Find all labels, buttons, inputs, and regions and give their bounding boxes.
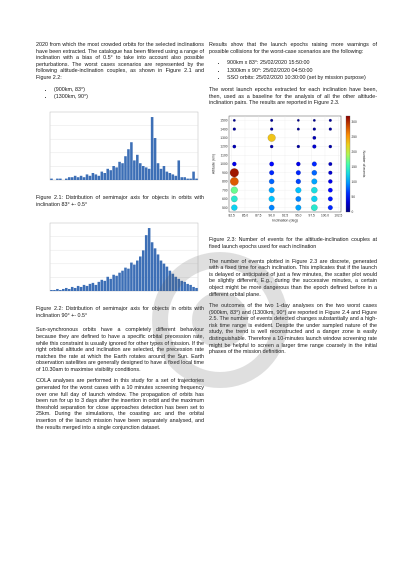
- histogram-bar: [148, 169, 151, 180]
- histogram-bar: [195, 178, 198, 179]
- histogram-bar: [80, 176, 83, 180]
- right-column: [209, 42, 377, 361]
- scatter-point: [270, 145, 273, 148]
- plot-area: [50, 112, 198, 180]
- histogram-bar: [142, 250, 145, 291]
- paragraph: The number of events plotted in Figure 2.3 are discrete, generated with a fixed time for each inclination. This implicates that if the launch is delayed or anticipated of just a few minutes, the scatter plot would be slightly different. E.g., during the successive minutes, a certain object might be more dangerous than the epoch defined before in a different orbital plane.: [209, 258, 377, 298]
- scatter-point: [297, 119, 299, 121]
- paragraph: 2020 from which the most crowded orbits for the selected inclinations have been extracted. The catalogue has been filtered using a range of inclination with a bias of 0.5° to take into account also possible perturbations. The worst cases scenarios are represented by the following altitude-inclination couples, as shown in Figure 2.1 and Figure 2.2:: [36, 42, 204, 81]
- y-tick-label: 800: [222, 179, 228, 184]
- scatter-point: [328, 171, 332, 175]
- histogram-bar: [133, 264, 136, 290]
- scatter-point: [311, 204, 317, 210]
- histogram-bar: [169, 173, 172, 180]
- scatter-point: [296, 170, 301, 175]
- histogram-bar: [166, 266, 169, 290]
- colorbar-tick-label: 250: [351, 134, 357, 139]
- scatter-point: [297, 145, 300, 148]
- histogram-bar: [136, 155, 139, 180]
- list-item: • SSO orbits: 25/02/2020 10:30:00 (set by mission purpose): [227, 75, 377, 82]
- histogram-bar: [157, 254, 160, 291]
- scatter-point: [268, 134, 276, 142]
- histogram-bar: [59, 178, 62, 179]
- histogram-bar: [59, 290, 62, 291]
- scatter-point: [231, 195, 237, 201]
- histogram-bar: [166, 171, 169, 179]
- histogram-bar: [65, 287, 68, 290]
- figure-caption: Figure 2.1: Distribution of semimajor axis for objects in orbits with inclination 83° +- 0.5°: [36, 195, 204, 208]
- scatter-point: [328, 205, 333, 210]
- y-tick-label: 900: [222, 170, 228, 175]
- left-column: [36, 42, 204, 436]
- scatter-point: [311, 187, 317, 193]
- scatter-point: [296, 179, 301, 184]
- histogram-bar: [77, 285, 80, 290]
- histogram-bar: [175, 276, 178, 290]
- histogram-bar: [183, 177, 186, 180]
- histogram-inclination-90: [36, 217, 204, 301]
- x-tick-label: 102.5: [334, 213, 343, 218]
- y-tick-label: 700: [222, 188, 228, 193]
- y-tick-label: 1000: [220, 161, 228, 166]
- histogram-bar: [124, 267, 127, 290]
- scatter-point: [269, 187, 275, 193]
- histogram-bar: [121, 270, 124, 290]
- histogram-bar: [118, 162, 121, 180]
- scatter-point: [269, 205, 274, 210]
- histogram-bar: [163, 263, 166, 290]
- histogram-bar: [186, 283, 189, 290]
- y-tick-label: 1200: [220, 144, 228, 149]
- histogram-bar: [115, 275, 118, 290]
- colorbar-tick-label: 300: [351, 119, 357, 124]
- scatter-point: [295, 187, 301, 193]
- histogram-bar: [98, 281, 101, 290]
- histogram-bar: [136, 260, 139, 290]
- x-tick-label: 90.0: [268, 213, 275, 218]
- histogram-bar: [56, 178, 59, 179]
- figure-caption: Figure 2.3: Number of events for the altitude-inclination couples at fixed launch epochs used for each inclination: [209, 237, 377, 250]
- histogram-bar: [95, 284, 98, 290]
- histogram-bar: [98, 176, 101, 180]
- histogram-bar: [112, 274, 115, 290]
- histogram-bar: [142, 166, 145, 180]
- histogram-bar: [154, 138, 157, 180]
- histogram-inclination-83: [36, 106, 204, 190]
- scatter-point: [269, 179, 274, 184]
- histogram-bar: [133, 160, 136, 180]
- histogram-bar: [77, 177, 80, 180]
- colorbar-tick-label: 150: [351, 164, 357, 169]
- y-tick-label: 500: [222, 205, 228, 210]
- histogram-bar: [80, 286, 83, 290]
- x-tick-label: 100.0: [321, 213, 329, 218]
- x-tick-label: 95.0: [295, 213, 302, 218]
- x-axis-label: Inclination (deg): [272, 218, 298, 223]
- histogram-bar: [180, 280, 183, 290]
- histogram-bar: [175, 176, 178, 180]
- scatter-point: [230, 168, 239, 177]
- histogram-bar: [139, 256, 142, 291]
- x-tick-label: 92.5: [281, 213, 289, 218]
- histogram-bar: [160, 169, 163, 180]
- colorbar: [346, 116, 350, 212]
- histogram-bar: [56, 289, 59, 291]
- histogram-bar: [83, 284, 86, 290]
- histogram-bar: [145, 235, 148, 291]
- histogram-bar: [177, 278, 180, 290]
- scatter-altitude-inclination: [209, 112, 377, 232]
- histogram-bar: [92, 173, 95, 180]
- scatter-point: [312, 161, 317, 166]
- scatter-point: [329, 127, 332, 130]
- histogram-bar: [172, 174, 175, 180]
- histogram-bar: [95, 174, 98, 180]
- scatter-point: [231, 204, 237, 210]
- scatter-point: [296, 196, 301, 201]
- histogram-bar: [109, 170, 112, 180]
- paragraph: Results show that the launch epochs raising more warnings of possible collisions for the worst-case scenarios are the following:: [209, 42, 377, 55]
- list-item: • 1300km x 90°: 25/02/2020 04:50:00: [227, 68, 377, 75]
- histogram-bar: [86, 174, 89, 180]
- histogram-bar: [65, 178, 68, 179]
- scatter-point: [313, 136, 316, 139]
- histogram-bar: [157, 163, 160, 180]
- scatter-point: [233, 145, 236, 148]
- histogram-bar: [71, 286, 74, 290]
- histogram-bar: [89, 176, 92, 180]
- scatter-point: [329, 162, 333, 166]
- figure-2-2: [36, 217, 204, 304]
- histogram-bar: [172, 273, 175, 290]
- histogram-bar: [169, 270, 172, 290]
- histogram-bar: [101, 171, 104, 179]
- histogram-bar: [112, 166, 115, 180]
- paragraph: Sun-synchronous orbits have a completely different behaviour because they are defined to have a specific orbital precession rate, while this constraint is usually ignored for other types of mission. If the right orbital altitude and inclination are selected, the precession rate matches the rate at which the Earth rotates around the Sun. Earth observation satellites are generally designed to have a fixed local time of 10.30am to maximise visibility conditions.: [36, 327, 204, 373]
- paragraph: The worst launch epochs extracted for each inclination have been, then, used as a baseline for the analysis of all the other altitude-inclination pairs. The results are reported in Figure 2.3.: [209, 86, 377, 107]
- x-tick-label: 87.5: [255, 213, 262, 218]
- histogram-bar: [130, 262, 133, 290]
- histogram-bar: [50, 178, 53, 179]
- histogram-bar: [154, 248, 157, 291]
- y-tick-label: 1500: [220, 118, 228, 123]
- scatter-point: [270, 119, 273, 122]
- launch-epochs-list: [209, 60, 377, 82]
- histogram-bar: [189, 284, 192, 290]
- histogram-bar: [183, 281, 186, 290]
- worst-case-list: [36, 87, 204, 101]
- scatter-point: [312, 144, 316, 148]
- scatter-point: [328, 179, 332, 183]
- colorbar-tick-label: 200: [351, 149, 357, 154]
- histogram-bar: [180, 177, 183, 180]
- scatter-point: [269, 196, 275, 202]
- histogram-bar: [68, 177, 71, 180]
- histogram-bar: [139, 163, 142, 180]
- colorbar-tick-label: 50: [351, 194, 356, 199]
- histogram-bar: [62, 289, 65, 291]
- histogram-bar: [192, 171, 195, 179]
- colorbar-tick-label: 100: [351, 179, 357, 184]
- scatter-point: [311, 196, 317, 202]
- histogram-bar: [86, 285, 89, 290]
- histogram-bar: [195, 287, 198, 290]
- scatter-point: [296, 205, 302, 211]
- histogram-bar: [177, 160, 180, 180]
- scatter-point: [269, 162, 273, 166]
- histogram-bar: [71, 177, 74, 180]
- histogram-bar: [50, 290, 53, 291]
- histogram-bar: [68, 289, 71, 291]
- histogram-bar: [127, 268, 130, 290]
- histogram-bar: [115, 167, 118, 180]
- scatter-point: [312, 170, 317, 175]
- y-tick-label: 600: [222, 196, 228, 201]
- y-axis-label: Altitude (km): [211, 153, 216, 174]
- histogram-bar: [148, 228, 151, 291]
- scatter-point: [233, 127, 236, 130]
- histogram-bar: [130, 142, 133, 180]
- scatter-point: [329, 119, 332, 122]
- list-item: • (900km, 83°): [54, 87, 204, 94]
- histogram-bar: [127, 149, 130, 180]
- scatter-point: [328, 188, 332, 192]
- histogram-bar: [192, 286, 195, 290]
- histogram-bar: [189, 178, 192, 179]
- scatter-point: [313, 119, 316, 122]
- list-item: • 900km x 83°: 25/02/2020 15:50:00: [227, 60, 377, 67]
- figure-2-3: [209, 112, 377, 235]
- x-tick-label: 82.5: [228, 213, 235, 218]
- scatter-point: [270, 127, 273, 130]
- list-item: • (1300km, 90°): [54, 94, 204, 101]
- paragraph: The outcomes of the two 1-day analyses on the two worst cases (900km, 83°) and (1300km, 90°) are reported in Figure 2.4 and Figure 2.5. The number of events detected changes substantially and a high-risk time range is evident. Despite the under sampled nature of the study, the trend is well reconstructed and a danger zone is easily distinguishable. Therefore a 10-minutes launch window screening rate might be helpful to screen a larger time range coarsely in the initial phases of the mission definition.: [209, 303, 377, 356]
- scatter-point: [313, 127, 316, 130]
- histogram-bar: [92, 282, 95, 290]
- scatter-point: [297, 128, 300, 131]
- histogram-bar: [109, 278, 112, 290]
- histogram-bar: [118, 272, 121, 290]
- x-tick-label: 97.5: [308, 213, 315, 218]
- scatter-point: [296, 162, 300, 166]
- scatter-point: [233, 119, 236, 122]
- histogram-bar: [186, 178, 189, 179]
- scatter-point: [312, 178, 318, 184]
- histogram-bar: [74, 176, 77, 180]
- paragraph: COLA analyses are performed in this study for a set of trajectories generated for the worst cases with a 10 minutes screening frequency over one full day of launch window. The propagation of orbits has been run for up to 3 days after the insertion in orbit and the maximum threshold separation for close approaches detection has been set to 25km. During the simulations, the coasting arc and the orbital insertion of the launch mission have been separately analysed, and the results merged into a single conjunction dataset.: [36, 378, 204, 431]
- histogram-bar: [124, 156, 127, 180]
- y-tick-label: 1300: [220, 135, 228, 140]
- histogram-bar: [53, 290, 56, 291]
- histogram-bar: [163, 166, 166, 180]
- histogram-bar: [103, 173, 106, 180]
- histogram-bar: [83, 177, 86, 180]
- x-tick-label: 85.0: [241, 213, 249, 218]
- figure-caption: Figure 2.2: Distribution of semimajor axis for objects in orbits with inclination 90° +- 0.5°: [36, 306, 204, 319]
- scatter-point: [230, 177, 238, 185]
- histogram-bar: [103, 280, 106, 290]
- histogram-bar: [121, 163, 124, 180]
- histogram-bar: [151, 242, 154, 291]
- histogram-bar: [106, 169, 109, 180]
- histogram-bar: [106, 276, 109, 290]
- histogram-bar: [145, 167, 148, 180]
- scatter-point: [269, 170, 274, 175]
- y-tick-label: 1400: [220, 127, 228, 132]
- histogram-bar: [101, 279, 104, 290]
- scatter-point: [231, 187, 238, 194]
- histogram-bar: [74, 287, 77, 290]
- scatter-point: [232, 162, 236, 166]
- histogram-bar: [151, 117, 154, 180]
- histogram-bar: [160, 260, 163, 290]
- y-tick-label: 1100: [220, 153, 228, 158]
- colorbar-label: Number of events: [362, 150, 366, 178]
- colorbar-tick-label: 0: [351, 209, 354, 214]
- scatter-point: [329, 145, 332, 148]
- figure-2-1: [36, 106, 204, 193]
- scatter-point: [328, 196, 333, 201]
- histogram-bar: [89, 283, 92, 290]
